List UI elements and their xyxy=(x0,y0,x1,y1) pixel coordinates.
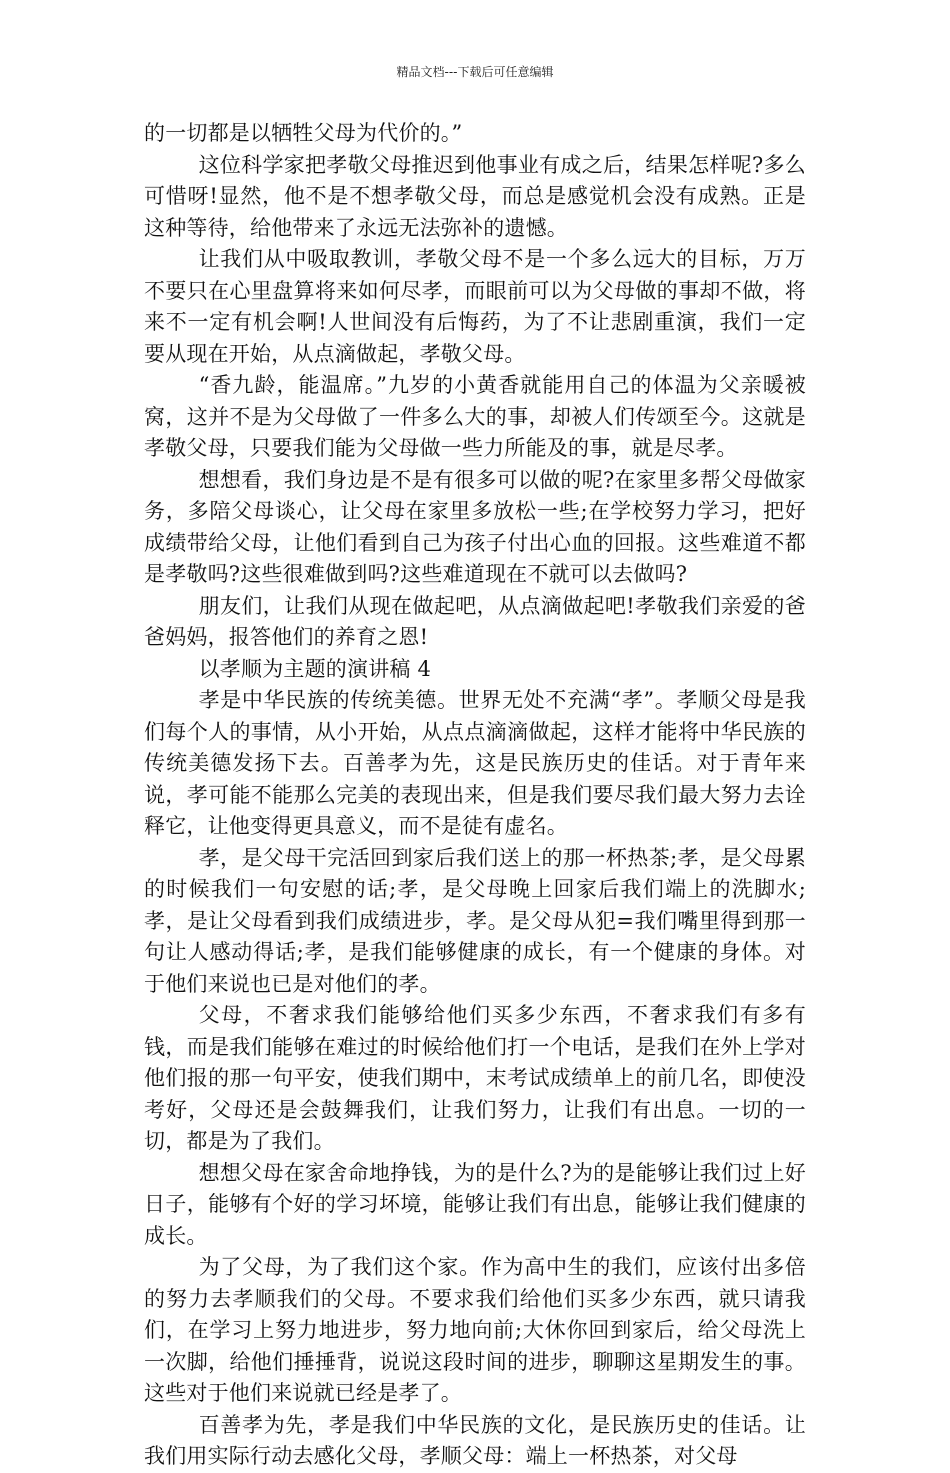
document-body xyxy=(144,118,806,1473)
paragraph-4: “香九龄，能温席。”九岁的小黄香就能用自己的体温为父亲暖被窝，这并不是为父母做了一件多么大的事，却被人们传颂至今。这就是孝敬父母，只要我们能为父母做一些力所能及的事，就是尽孝。 xyxy=(144,373,806,460)
paragraph-12: 百善孝为先，孝是我们中华民族的文化，是民族历史的佳话。让我们用实际行动去感化父母，孝顺父母：端上一杯热茶，对父母 xyxy=(144,1412,806,1468)
paragraph-1: 的一切都是以牺牲父母为代价的。” xyxy=(144,121,463,145)
paragraph-2: 这位科学家把孝敬父母推迟到他事业有成之后，结果怎样呢?多么可惜呀!显然，他不是不想孝敬父母，而总是感觉机会没有成熟。正是这种等待，给他带来了永远无法弥补的遗憾。 xyxy=(144,152,806,240)
paragraph-5: 想想看，我们身边是不是有很多可以做的呢?在家里多帮父母做家务，多陪父母谈心，让父母在家里多放松一些;在学校努力学习，把好成绩带给父母，让他们看到自己为孩子付出心血的回报。这些难道不都是孝敬吗?这些很难做到吗?这些难道现在不就可以去做吗? xyxy=(144,467,806,586)
paragraph-11: 为了父母，为了我们这个家。作为高中生的我们，应该付出多倍的努力去孝顺我们的父母。不要求我们给他们买多少东西，就只请我们，在学习上努力地进步，努力地向前;大休你回到家后，给父母洗上一次脚，给他们捶捶背，说说这段时间的进步，聊聊这星期发生的事。这些对于他们来说就已经是孝了。 xyxy=(144,1255,806,1405)
paragraph-8: 孝，是父母干完活回到家后我们送上的那一杯热茶;孝，是父母累的时候我们一句安慰的话;孝，是父母晚上回家后我们端上的洗脚水;孝，是让父母看到我们成绩进步，孝。是父母从犯=我们嘴里得到那一句让人感动得话;孝，是我们能够健康的成长，有一个健康的身体。对于他们来说也已是对他们的孝。 xyxy=(144,845,806,996)
paragraph-10: 想想父母在家舍命地挣钱，为的是什么?为的是能够让我们过上好日子，能够有个好的学习坏境，能够让我们有出息，能够让我们健康的成长。 xyxy=(144,1160,806,1248)
paragraph-9: 父母，不奢求我们能够给他们买多少东西，不奢求我们有多有钱，而是我们能够在难过的时候给他们打一个电话，是我们在外上学对他们报的那一句平安，使我们期中，末考试成绩单上的前几名，即使没考好，父母还是会鼓舞我们，让我们努力，让我们有出息。一切的一切，都是为了我们。 xyxy=(144,1003,806,1153)
section-title: 以孝顺为主题的演讲稿 4 xyxy=(198,656,432,681)
paragraph-7: 孝是中华民族的传统美德。世界无处不充满“孝”。孝顺父母是我们每个人的事情，从小开始，从点点滴滴做起，这样才能将中华民族的传统美德发扬下去。百善孝为先，这是民族历史的佳话。对于青年来说，孝可能不能那么完美的表现出来，但是我们要尽我们最大努力去诠释它，让他变得更具意义，而不是徒有虚名。 xyxy=(144,688,806,838)
page-header: 精品文档---下载后可任意编辑 xyxy=(396,65,554,79)
paragraph-3: 让我们从中吸取教训，孝敬父母不是一个多么远大的目标，万万不要只在心里盘算将来如何尽孝，而眼前可以为父母做的事却不做，将来不一定有机会啊!人世间没有后悔药，为了不让悲剧重演，我们一定要从现在开始，从点滴做起，孝敬父母。 xyxy=(144,247,806,366)
paragraph-6: 朋友们，让我们从现在做起吧，从点滴做起吧!孝敬我们亲爱的爸爸妈妈，报答他们的养育之恩! xyxy=(144,593,806,649)
